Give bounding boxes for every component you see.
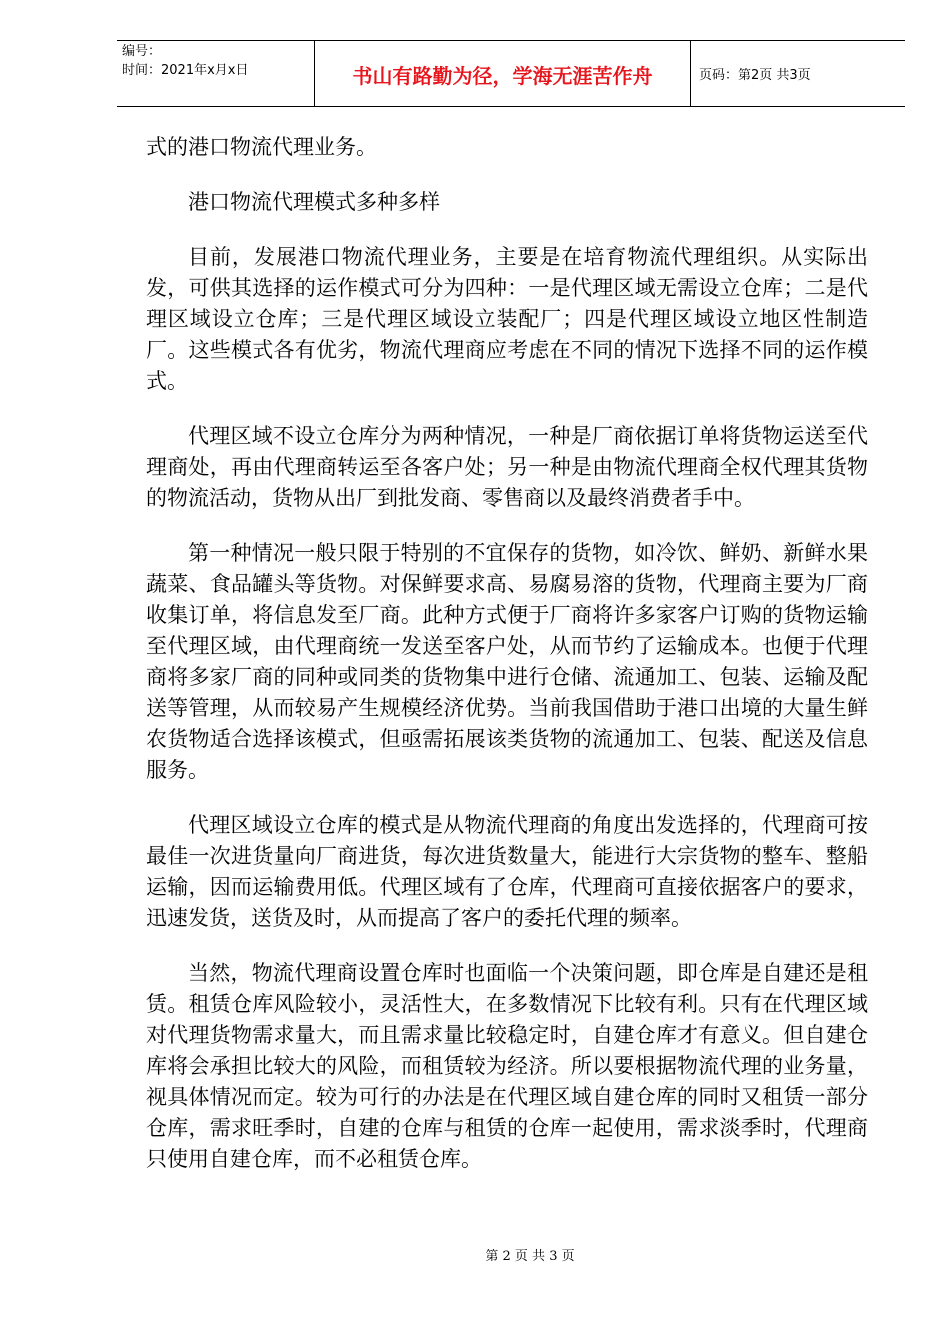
paragraph: 代理区域设立仓库的模式是从物流代理商的角度出发选择的，代理商可按最佳一次进货量向厂商进货，每次进货数量大，能进行大宗货物的整车、整船运输，因而运输费用低。代理区域有了仓库，代理商可直接依据客户的要求，迅速发货，送货及时，从而提高了客户的委托代理的频率。 — [146, 813, 868, 930]
document-time-label: 时间：2021年x月x日 — [122, 63, 249, 78]
paragraph-continuation: 式的港口物流代理业务。 — [146, 135, 377, 159]
header-meta-cell — [117, 41, 315, 106]
paragraph: 目前，发展港口物流代理业务，主要是在培育物流代理组织。从实际出发，可供其选择的运作模式可分为四种：一是代理区域无需设立仓库；二是代理区域设立仓库；三是代理区域设立装配厂；四是代理区域设立地区性制造厂。这些模式各有优劣，物流代理商应考虑在不同的情况下选择不同的运作模式。 — [146, 245, 868, 393]
header-page-number: 页码：第2页 共3页 — [699, 68, 811, 83]
document-number-label: 编号： — [122, 44, 162, 59]
paragraph: 第一种情况一般只限于特别的不宜保存的货物，如冷饮、鲜奶、新鲜水果蔬菜、食品罐头等货物。对保鲜要求高、易腐易溶的货物，代理商主要为厂商收集订单，将信息发至厂商。此种方式便于厂商将许多家客户订购的货物运输至代理区域，由代理商统一发送至客户处，从而节约了运输成本。也便于代理商将多家厂商的同种或同类的货物集中进行仓储、流通加工、包装、运输及配送等管理，从而较易产生规模经济优势。当前我国借助于港口出境的大量生鲜农货物适合选择该模式，但亟需拓展该类货物的流通加工、包装、配送及信息服务。 — [146, 541, 868, 782]
paragraph: 代理区域不设立仓库分为两种情况，一种是厂商依据订单将货物运送至代理商处，再由代理商转运至各客户处；另一种是由物流代理商全权代理其货物的物流活动，货物从出厂到批发商、零售商以及最终消费者手中。 — [146, 424, 868, 510]
paragraph: 当然，物流代理商设置仓库时也面临一个决策问题，即仓库是自建还是租赁。租赁仓库风险较小，灵活性大，在多数情况下比较有利。只有在代理区域对代理货物需求量大，而且需求量比较稳定时，自建仓库才有意义。但自建仓库将会承担比较大的风险，而租赁较为经济。所以要根据物流代理的业务量，视具体情况而定。较为可行的办法是在代理区域自建仓库的同时又租赁一部分仓库，需求旺季时，自建的仓库与租赁的仓库一起使用，需求淡季时，代理商只使用自建仓库，而不必租赁仓库。 — [146, 961, 868, 1171]
header-motto: 书山有路勤为径，学海无涯苦作舟 — [315, 41, 691, 106]
document-body — [146, 132, 868, 1175]
page-footer: 第 2 页 共 3 页 — [485, 1249, 575, 1264]
section-heading: 港口物流代理模式多种多样 — [188, 190, 440, 214]
page-header — [117, 40, 905, 107]
